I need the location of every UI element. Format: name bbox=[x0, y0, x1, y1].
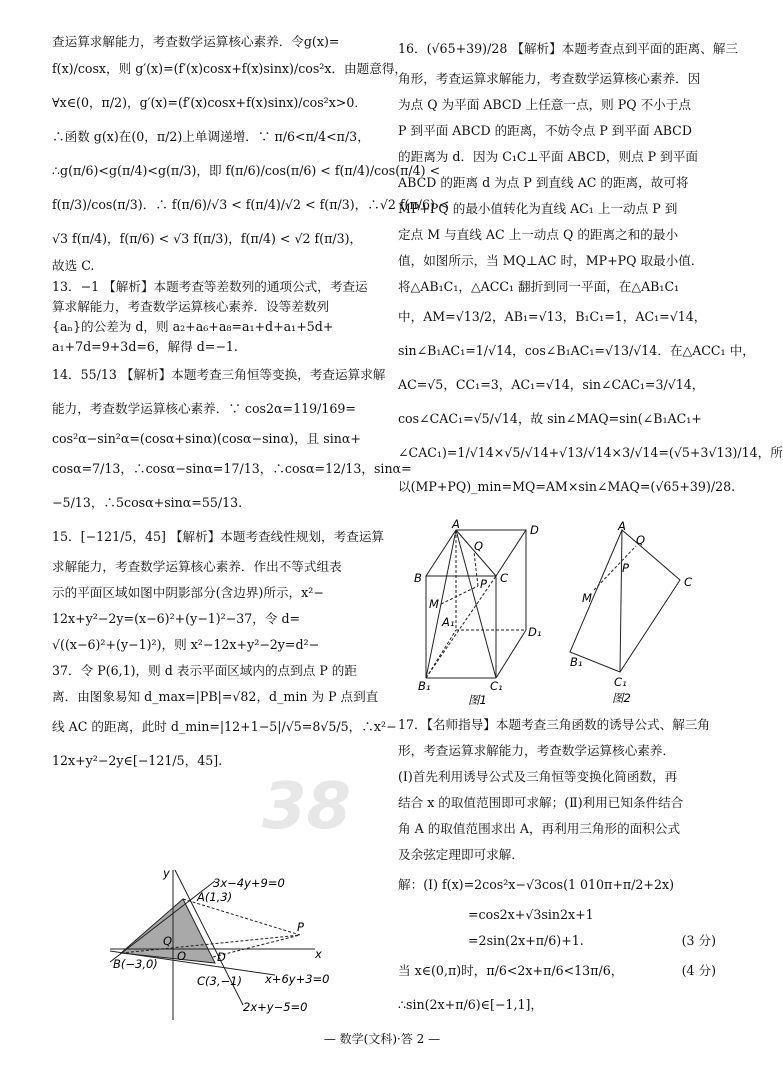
answer-13-heading: 13．−1 【解析】本题考查等差数列的通项公式，考查运 bbox=[52, 278, 368, 294]
point-label: A₁ bbox=[442, 615, 455, 629]
point-label: P bbox=[480, 577, 487, 591]
text-line: (Ⅰ)首先利用诱导公式及三角恒等变换化简函数，再 bbox=[398, 769, 678, 784]
text-line: 的距离为 d．因为 C₁C⊥平面 ABCD，则点 P 到平面 bbox=[398, 149, 698, 164]
text-line: 能力，考查数学运算核心素养．∵ cos2α=119/169= bbox=[52, 400, 356, 416]
point-label: Q bbox=[474, 539, 484, 553]
answer-15-heading: 15．[−121/5，45] 【解析】本题考查线性规划，考查运算 bbox=[52, 528, 385, 544]
text-line: 及余弦定理即可求解． bbox=[398, 847, 524, 862]
text-line: 算求解能力，考查数学运算核心素养．设等差数列 bbox=[52, 298, 330, 314]
text-line: P 到平面 ABCD 的距离，不妨令点 P 到平面 ABCD bbox=[398, 123, 692, 138]
point-label: M bbox=[582, 591, 592, 605]
figure-16-unfolded bbox=[570, 519, 710, 707]
point-label: B₁ bbox=[418, 679, 431, 693]
text-line: √3 f(π/4)，f(π/6) < √3 f(π/3)，f(π/4) < √2 f(π/3)， bbox=[52, 231, 363, 247]
text-line: √((x−6)²+(y−1)²)，则 x²−12x+y²−2y=d²− bbox=[52, 636, 320, 652]
answer-16-heading: 16．(√65+39)/28 【解析】本题考查点到平面的距离、解三 bbox=[398, 41, 739, 56]
point-label: D bbox=[217, 950, 226, 964]
segment-MQ bbox=[594, 546, 636, 590]
figure-16-cuboid bbox=[410, 517, 550, 707]
point-label: C bbox=[684, 575, 693, 589]
text-line: 37．令 P(6,1)，则 d 表示平面区域内的点到点 P 的距 bbox=[52, 662, 357, 678]
line-label: 3x−4y+9=0 bbox=[213, 876, 285, 890]
text-line: 中，AM=√13/2，AB₁=√13，B₁C₁=1，AC₁=√14， bbox=[398, 309, 707, 324]
text-line: 将△AB₁C₁，△ACC₁ 翻折到同一平面，在△AB₁C₁ bbox=[398, 279, 680, 294]
text-line: 故选 C. bbox=[52, 258, 95, 274]
text-line: f(π/3)/cos(π/3)．∴ f(π/6)/√3 < f(π/4)/√2 < f(π/3)，∴√2 f(π/6) < bbox=[52, 197, 450, 213]
point-label: C₁ bbox=[614, 675, 627, 689]
text-line: f(x)/cosx，则 g′(x)=(f′(x)cosx+f(x)sinx)/cos²x．由题意得， bbox=[52, 61, 408, 77]
text-line: 求解能力，考查数学运算核心素养．作出不等式组表 bbox=[52, 558, 342, 574]
origin-label: O bbox=[177, 949, 187, 963]
point-label: D₁ bbox=[528, 625, 542, 639]
text-line: 为点 Q 为平面 ABCD 上任意一点，则 PQ 不小于点 bbox=[398, 97, 691, 112]
page-footer: — 数学(文科)·答 2 — bbox=[323, 1032, 441, 1046]
segment-AC1 bbox=[620, 530, 622, 672]
text-line: 解：(Ⅰ) f(x)=2cos²x−√3cos(1 010π+π/2+2x) bbox=[398, 877, 674, 892]
watermark-logo: 38 bbox=[262, 770, 352, 844]
text-line: {aₙ}的公差为 d，则 a₂+a₆+a₈=a₁+d+a₁+5d+ bbox=[52, 319, 334, 335]
point-label: B₁ bbox=[570, 655, 583, 669]
point-label: D bbox=[530, 523, 539, 537]
point-label: Q bbox=[163, 934, 173, 948]
text-line: cos∠CAC₁=√5/√14，故 sin∠MAQ=sin(∠B₁AC₁+ bbox=[398, 411, 702, 426]
axis-y-label: y bbox=[163, 866, 170, 880]
point-label: C(3,−1) bbox=[197, 974, 242, 988]
text-line: ∴g(π/6)<g(π/4)<g(π/3)，即 f(π/6)/cos(π/6) < f(π/4)/cos(π/4) < bbox=[52, 163, 441, 179]
text-line: 值，如图所示，当 MQ⊥AC 时，MP+PQ 取最小值． bbox=[398, 253, 704, 268]
segment-PD bbox=[213, 935, 300, 957]
line-label: x+6y+3=0 bbox=[265, 972, 330, 986]
segment-MP bbox=[441, 586, 478, 604]
text-line: 离．由图象易知 d_max=|PB|=√82，d_min 为 P 点到直 bbox=[52, 688, 379, 704]
score-note: (4 分) bbox=[681, 963, 716, 978]
text-line: −5/13，∴5cosα+sinα=55/13. bbox=[52, 494, 243, 510]
text-line: 以(MP+PQ)_min=MQ=AM×sin∠MAQ=(√65+39)/28. bbox=[398, 479, 736, 494]
text-line: ∴函数 g(x)在(0，π/2)上单调递增．∵ π/6<π/4<π/3， bbox=[52, 129, 370, 145]
text-line: cos²α−sin²α=(cosα+sinα)(cosα−sinα)，且 sinα+ bbox=[52, 430, 361, 446]
answer-14-heading: 14．55/13 【解析】本题考查三角恒等变换，考查运算求解 bbox=[52, 366, 386, 382]
text-line: ∀x∈(0，π/2)，g′(x)=(f′(x)cosx+f(x)sinx)/cos²x>0． bbox=[52, 95, 367, 111]
point-label: B bbox=[414, 571, 422, 585]
text-line: ABCD 的距离 d 为点 P 到直线 AC 的距离，故可将 bbox=[398, 175, 689, 190]
figure-caption: 图1 bbox=[468, 693, 487, 707]
segment-PQ bbox=[474, 552, 478, 586]
text-line: 示的平面区域如图中阴影部分(含边界)所示，x²− bbox=[52, 584, 324, 600]
line-label: 2x+y−5=0 bbox=[243, 1000, 308, 1014]
text-line: =2sin(2x+π/6)+1. bbox=[468, 933, 584, 948]
text-line: 12x+y²−2y=(x−6)²+(y−1)²−37，令 d= bbox=[52, 610, 301, 626]
text-line: =cos2x+√3sin2x+1 bbox=[468, 907, 594, 922]
text-line: AC=√5，CC₁=3，AC₁=√14，sin∠CAC₁=3/√14， bbox=[398, 377, 705, 392]
point-label: C₁ bbox=[490, 679, 503, 693]
text-line: 结合 x 的取值范围即可求解；(Ⅱ)利用已知条件结合 bbox=[398, 795, 684, 810]
text-line: 角 A 的取值范围求出 A，再利用三角形的面积公式 bbox=[398, 821, 681, 836]
point-label: C bbox=[500, 571, 509, 585]
right-column-q17 bbox=[398, 712, 716, 1022]
score-note: (3 分) bbox=[681, 933, 716, 948]
equation-row bbox=[398, 954, 716, 988]
point-label: Q bbox=[636, 533, 646, 547]
text-line: ∠CAC₁)=1/√14×√5/√14+√13/√14×3/√14=(√5+3√13)/14，所 bbox=[398, 445, 783, 460]
text-line: 12x+y²−2y∈[−121/5，45]. bbox=[52, 752, 223, 768]
point-label: A bbox=[452, 517, 460, 531]
segment-PA bbox=[183, 899, 300, 935]
text-line: 形，考查运算求解能力，考查数学运算核心素养． bbox=[398, 743, 676, 758]
axis-x-label: x bbox=[315, 947, 322, 961]
equation-row bbox=[398, 928, 716, 954]
answer-17-heading: 17．【名师指导】本题考查三角函数的诱导公式、解三角 bbox=[398, 717, 710, 732]
figure-caption: 图2 bbox=[612, 691, 631, 705]
point-label: P bbox=[297, 920, 304, 934]
text-line: sin∠B₁AC₁=1/√14，cos∠B₁AC₁=√13/√14．在△ACC₁ 中， bbox=[398, 343, 755, 358]
text-line: ∴sin(2x+π/6)∈[−1,1]， bbox=[398, 997, 543, 1012]
text-line: 定点 M 与直线 AC 上一动点 Q 的距离之和的最小 bbox=[398, 227, 679, 242]
text-line: MP+PQ 的最小值转化为直线 AC₁ 上一动点 P 到 bbox=[398, 201, 678, 216]
point-label: P bbox=[622, 561, 629, 575]
point-label: M bbox=[429, 597, 439, 611]
text-line: cosα=7/13，∴cosα−sinα=17/13，∴cosα=12/13，sinα= bbox=[52, 460, 412, 476]
figure-15-linear-programming bbox=[105, 865, 335, 1025]
text-line: 角形，考查运算求解能力，考查数学运算核心素养．因 bbox=[398, 71, 701, 86]
point-label: B(−3,0) bbox=[113, 957, 158, 971]
text-line: 查运算求解能力，考查数学运算核心素养．令g(x)= bbox=[52, 34, 340, 49]
text-line: 线 AC 的距离，此时 d_min=|12+1−5|/√5=8√5/5，∴x²− bbox=[52, 718, 397, 734]
text-line: 当 x∈(0,π)时，π/6<2x+π/6<13π/6， bbox=[398, 963, 624, 978]
edge bbox=[496, 630, 526, 678]
right-column bbox=[398, 32, 783, 504]
text-line: a₁+7d=9+3d=6，解得 d=−1. bbox=[52, 339, 238, 355]
point-label: A bbox=[618, 519, 626, 533]
feasible-region bbox=[121, 899, 215, 963]
point-label: A(1,3) bbox=[197, 890, 233, 904]
